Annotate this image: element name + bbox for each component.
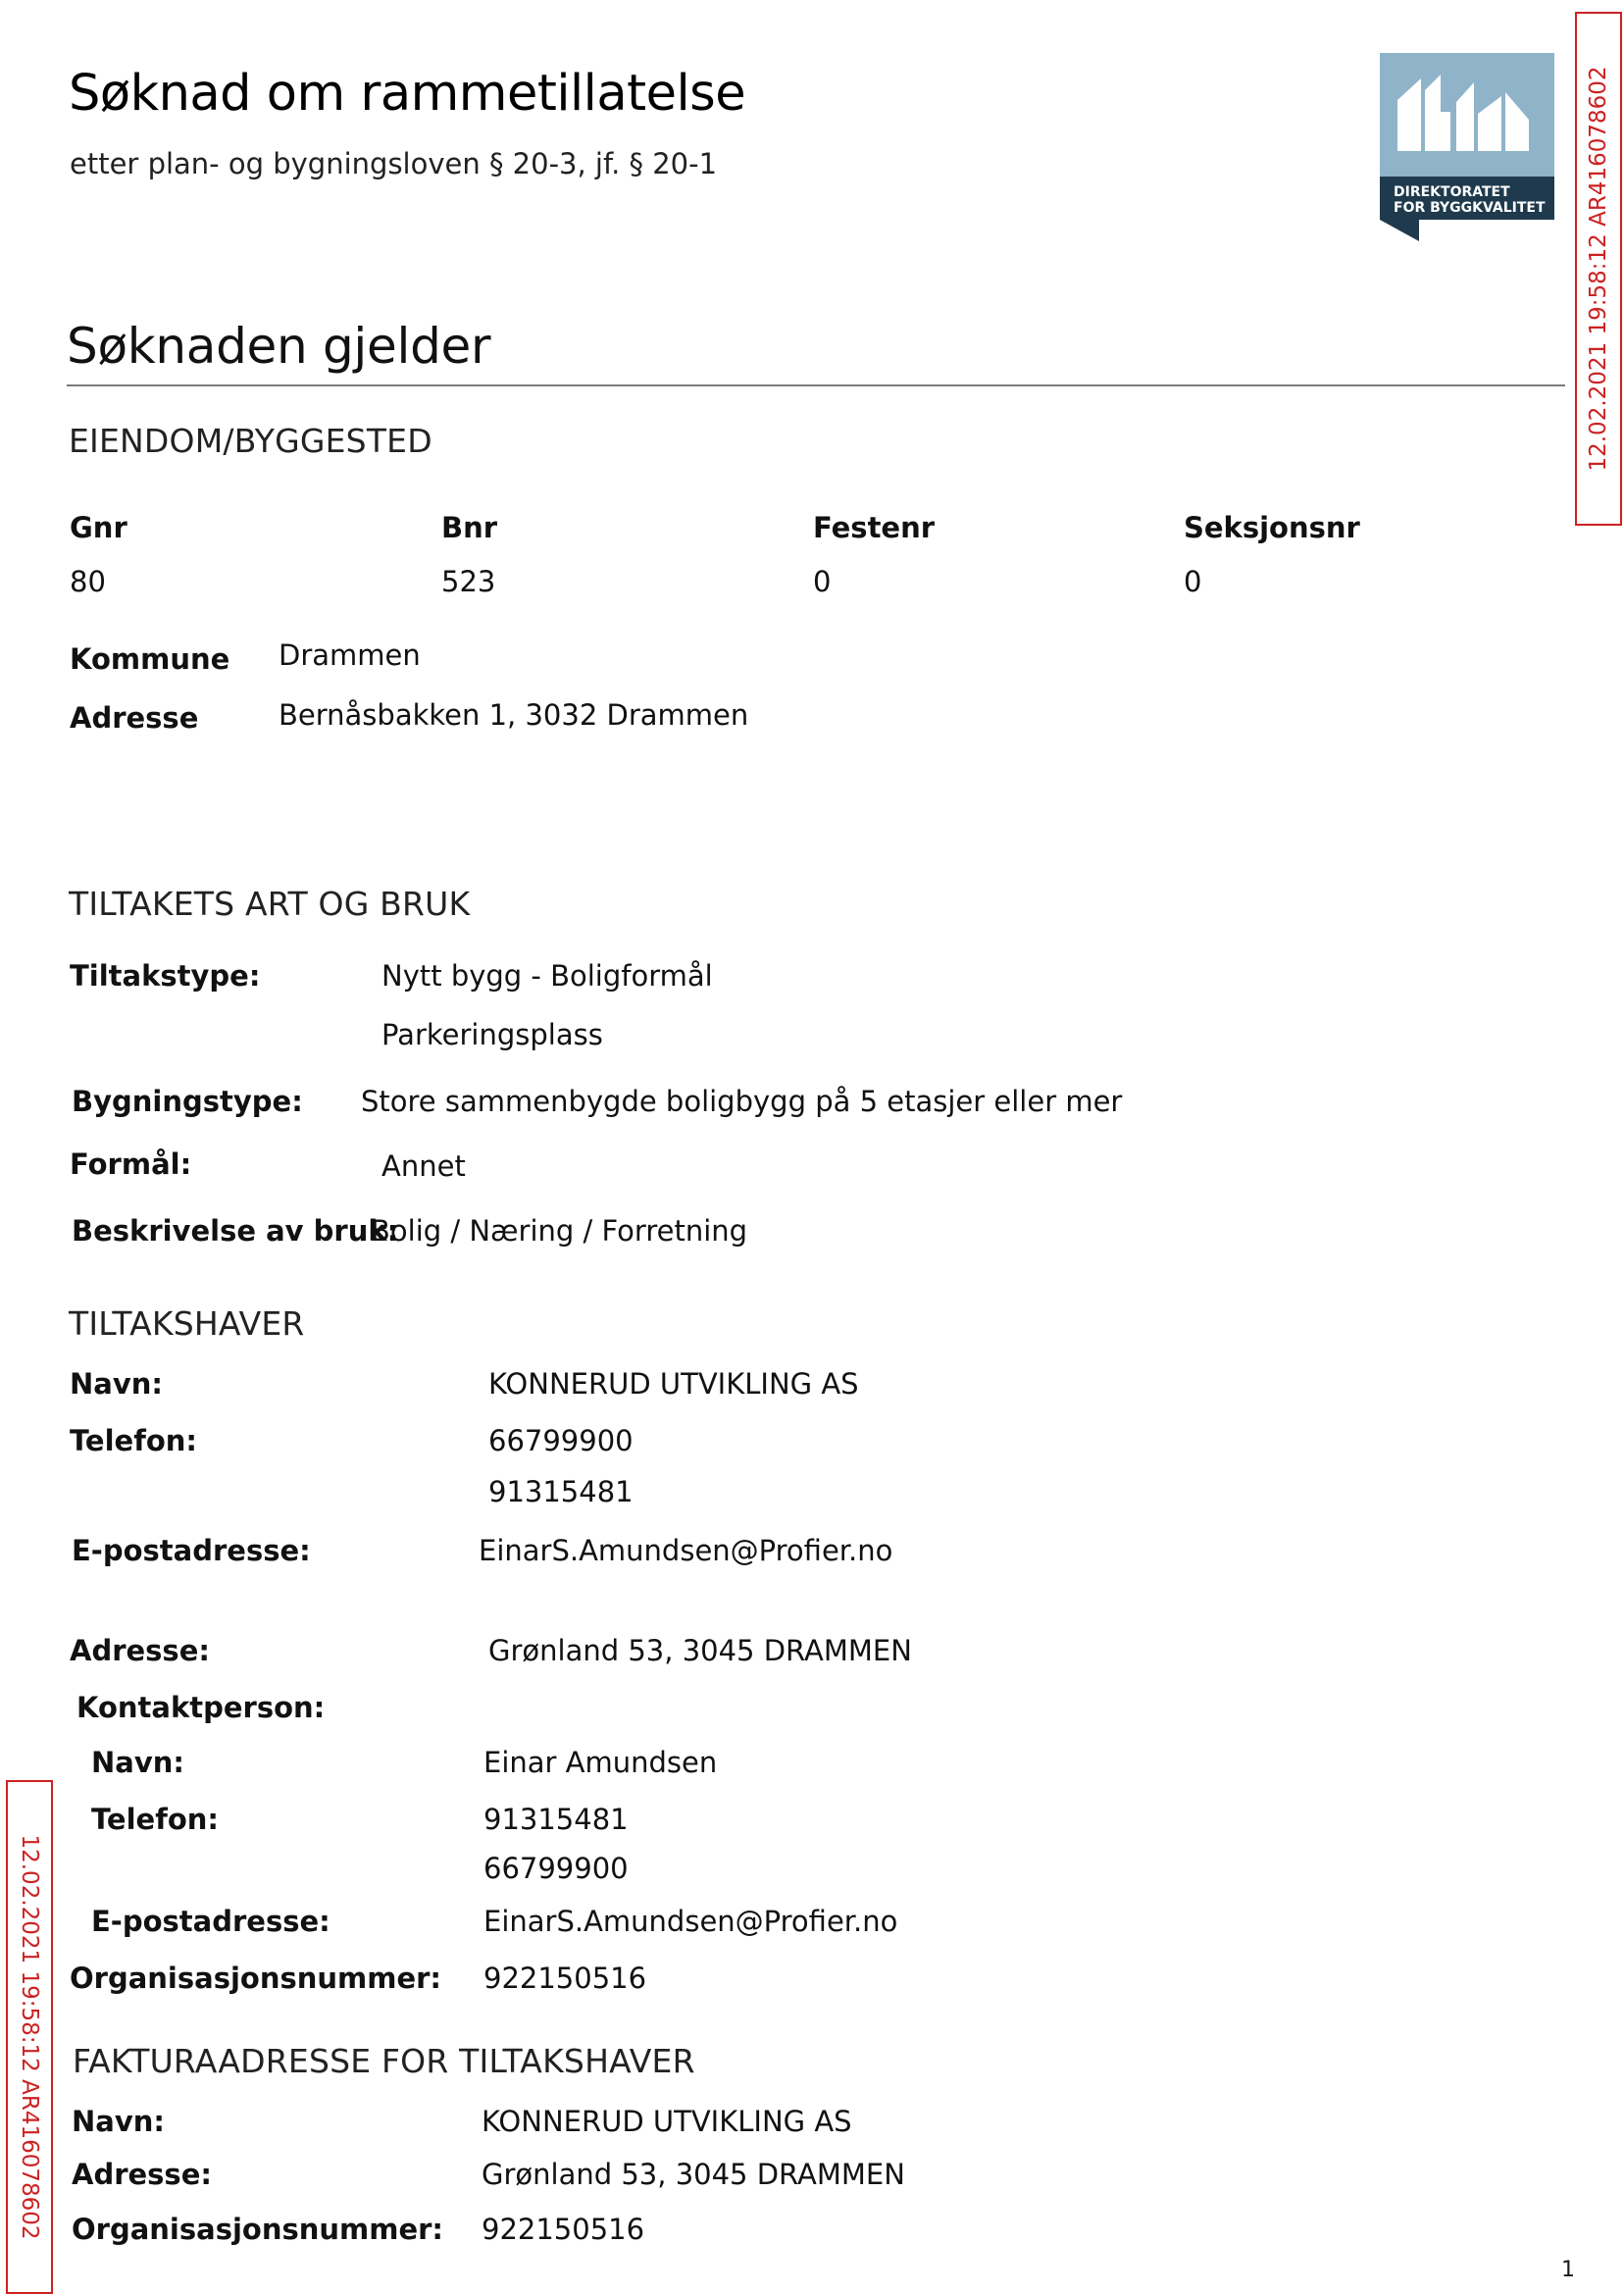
tiltakshaver-heading: TILTAKSHAVER [69,1304,305,1343]
tiltakshaver-telefon-1: 66799900 [488,1424,634,1457]
formal-value: Annet [381,1149,466,1183]
faktura-adresse-label: Adresse: [72,2158,212,2191]
kontakt-navn-value: Einar Amundsen [483,1746,718,1779]
formal-label: Formål: [70,1147,192,1181]
gnr-value: 80 [70,565,106,598]
beskrivelse-label: Beskrivelse av bruk: [72,1214,399,1248]
tiltak-heading: TILTAKETS ART OG BRUK [69,885,471,923]
timestamp-stamp-left [6,1780,53,2294]
kontakt-epost-label: E-postadresse: [91,1905,330,1938]
gnr-label: Gnr [70,511,127,544]
tiltakshaver-adresse-label: Adresse: [70,1634,210,1667]
faktura-orgnr-value: 922150516 [482,2213,645,2246]
bnr-value: 523 [441,565,496,598]
faktura-heading: FAKTURAADRESSE FOR TILTAKSHAVER [73,2042,695,2080]
tiltakstype-label: Tiltakstype: [70,959,261,993]
faktura-adresse-value: Grønland 53, 3045 DRAMMEN [482,2158,905,2191]
logo-text-2: FOR BYGGKVALITET [1394,200,1546,216]
tiltakshaver-adresse-value: Grønland 53, 3045 DRAMMEN [488,1634,912,1667]
kommune-value: Drammen [279,638,421,672]
kontakt-telefon-1: 91315481 [483,1803,629,1836]
tiltakshaver-orgnr-label: Organisasjonsnummer: [70,1962,442,1995]
tiltakshaver-orgnr-value: 922150516 [483,1962,647,1995]
section-heading: Søknaden gjelder [67,318,491,375]
dibk-logo [1380,53,1554,241]
tiltakshaver-navn-label: Navn: [70,1367,163,1401]
tiltakshaver-epost-value: EinarS.Amundsen@Profier.no [479,1534,893,1567]
tiltakstype-value-2: Parkeringsplass [381,1018,603,1051]
festenr-label: Festenr [813,511,936,544]
stamp-right-text: 12.02.2021 19:58:12 AR416078602 [1586,66,1611,472]
kontaktperson-label: Kontaktperson: [76,1691,326,1724]
kontakt-epost-value: EinarS.Amundsen@Profier.no [483,1905,898,1938]
festenr-value: 0 [813,565,832,598]
seksjonsnr-value: 0 [1184,565,1202,598]
adresse-label: Adresse [70,701,199,735]
faktura-navn-value: KONNERUD UTVIKLING AS [482,2105,852,2138]
document-subtitle: etter plan- og bygningsloven § 20-3, jf. § 20-1 [70,147,718,180]
bnr-label: Bnr [441,511,498,544]
faktura-navn-label: Navn: [72,2105,165,2138]
faktura-orgnr-label: Organisasjonsnummer: [72,2213,444,2246]
tiltakshaver-navn-value: KONNERUD UTVIKLING AS [488,1367,859,1401]
document-title: Søknad om rammetillatelse [69,65,746,123]
eiendom-heading: EIENDOM/BYGGESTED [69,422,432,460]
page-number: 1 [1561,2258,1575,2282]
kontakt-navn-label: Navn: [91,1746,184,1779]
logo-text-1: DIREKTORATET [1394,184,1510,200]
dibk-logo-icon [1380,53,1554,241]
bygningstype-label: Bygningstype: [72,1085,303,1118]
adresse-value: Bernåsbakken 1, 3032 Drammen [279,698,749,732]
seksjonsnr-label: Seksjonsnr [1184,511,1360,544]
beskrivelse-value: Bolig / Næring / Forretning [371,1214,748,1248]
stamp-left-text: 12.02.2021 19:58:12 AR416078602 [17,1834,42,2240]
kontakt-telefon-2: 66799900 [483,1852,629,1885]
timestamp-stamp-right [1575,12,1622,526]
kommune-label: Kommune [70,642,230,676]
tiltakstype-value-1: Nytt bygg - Boligformål [381,959,713,993]
section-divider [67,384,1565,386]
bygningstype-value: Store sammenbygde boligbygg på 5 etasjer eller mer [361,1085,1123,1118]
tiltakshaver-epost-label: E-postadresse: [72,1534,311,1567]
kontakt-telefon-label: Telefon: [91,1803,219,1836]
tiltakshaver-telefon-2: 91315481 [488,1475,634,1508]
tiltakshaver-telefon-label: Telefon: [70,1424,197,1457]
